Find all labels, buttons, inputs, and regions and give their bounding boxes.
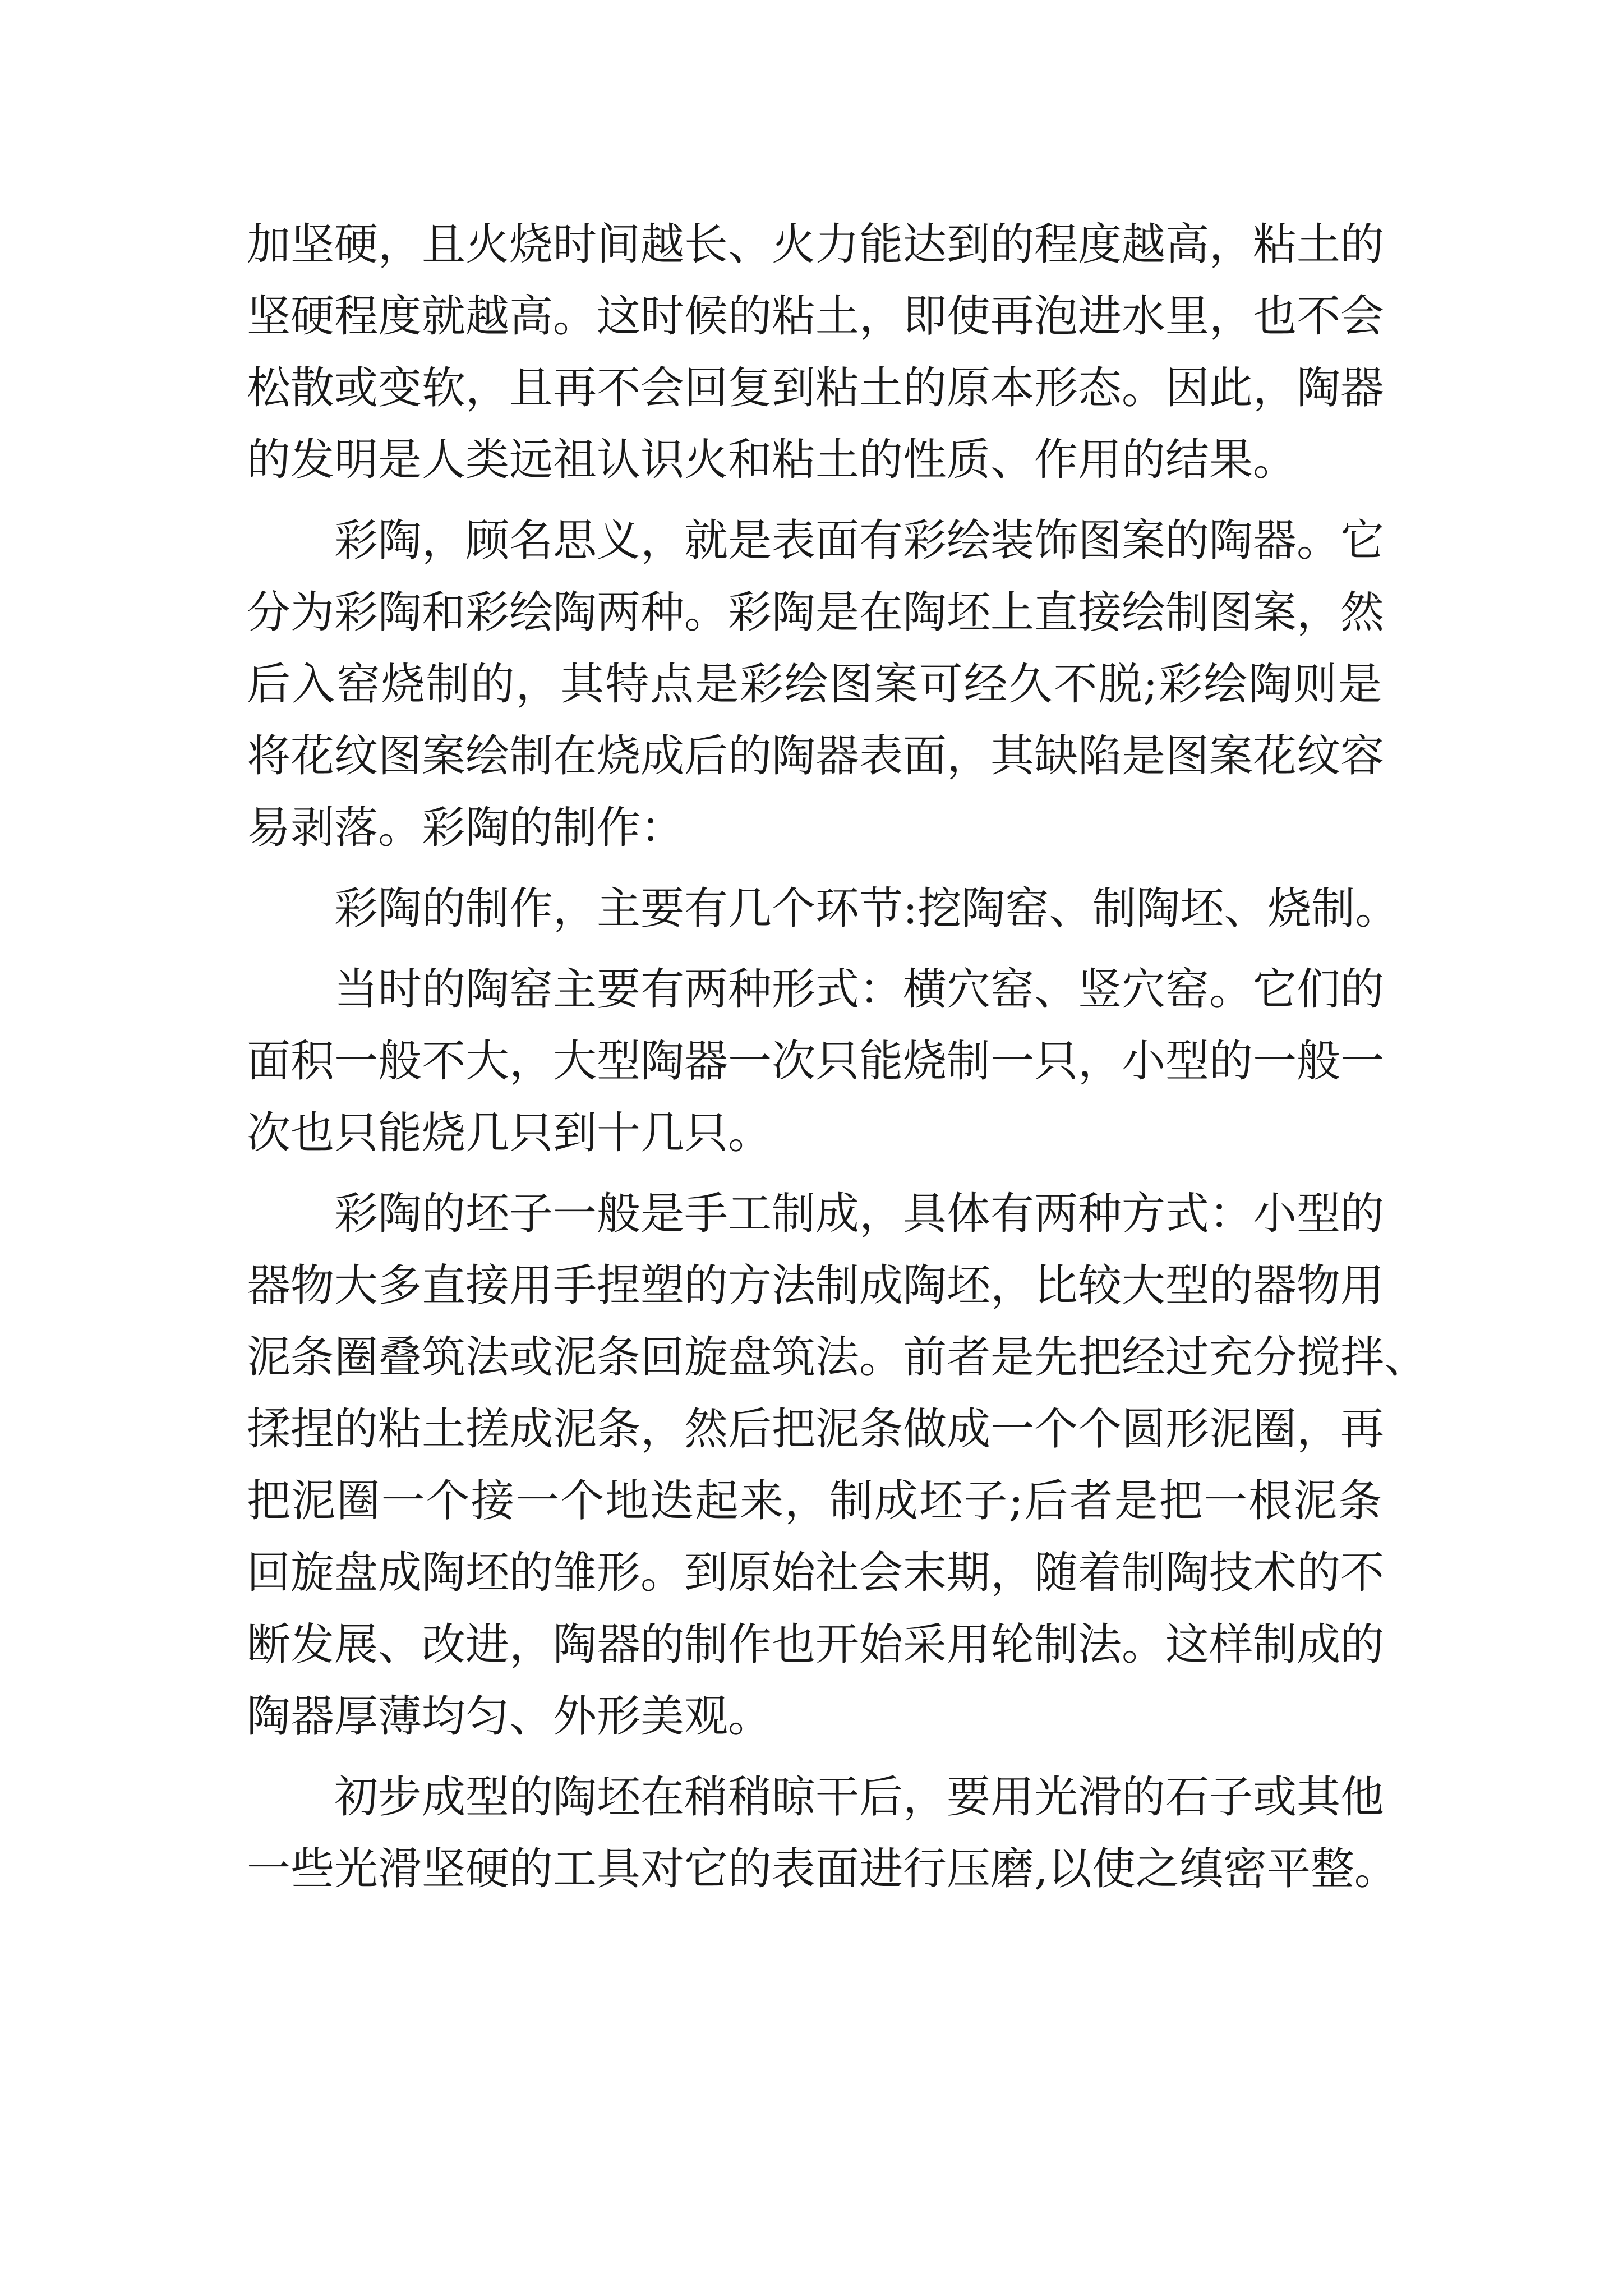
text-line: 陶器厚薄均匀、外形美观。 bbox=[247, 1691, 772, 1742]
text-line: 的发明是人类远祖认识火和粘土的性质、作用的结果。 bbox=[247, 435, 1297, 485]
text-line: 坚硬程度就越高。这时候的粘土，即使再泡进水里，也不会 bbox=[247, 291, 1385, 342]
body-text bbox=[247, 209, 1428, 1905]
text-line: 当时的陶窑主要有两种形式：横穴窑、竖穴窑。它们的 bbox=[334, 964, 1385, 1015]
text-line: 加坚硬，且火烧时间越长、火力能达到的程度越高，粘土的 bbox=[247, 219, 1385, 270]
text-line: 泥条圈叠筑法或泥条回旋盘筑法。前者是先把经过充分搅拌、 bbox=[247, 1332, 1428, 1383]
text-line: 断发展、改进，陶器的制作也开始采用轮制法。这样制成的 bbox=[247, 1619, 1385, 1670]
text-line: 分为彩陶和彩绘陶两种。彩陶是在陶坯上直接绘制图案，然 bbox=[247, 587, 1385, 638]
text-line: 面积一般不大，大型陶器一次只能烧制一只，小型的一般一 bbox=[247, 1036, 1385, 1087]
text-line: 后入窑烧制的，其特点是彩绘图案可经久不脱;彩绘陶则是 bbox=[247, 659, 1382, 710]
text-line: 次也只能烧几只到十几只。 bbox=[247, 1108, 772, 1158]
text-line: 初步成型的陶坯在稍稍晾干后，要用光滑的石子或其他 bbox=[334, 1772, 1385, 1823]
text-line: 松散或变软，且再不会回复到粘土的原本形态。因此，陶器 bbox=[247, 363, 1385, 413]
text-line: 一些光滑坚硬的工具对它的表面进行压磨,以使之缜密平整。 bbox=[247, 1844, 1398, 1894]
text-line: 回旋盘成陶坯的雏形。到原始社会末期，随着制陶技术的不 bbox=[247, 1548, 1385, 1598]
text-line: 将花纹图案绘制在烧成后的陶器表面，其缺陷是图案花纹容 bbox=[247, 731, 1385, 781]
text-line: 易剥落。彩陶的制作： bbox=[247, 803, 685, 853]
text-line: 彩陶，顾名思义，就是表面有彩绘装饰图案的陶器。它 bbox=[334, 516, 1385, 566]
text-line: 彩陶的坯子一般是手工制成，具体有两种方式：小型的 bbox=[334, 1189, 1385, 1239]
text-line: 彩陶的制作，主要有几个环节:挖陶窑、制陶坯、烧制。 bbox=[334, 884, 1399, 934]
text-line: 把泥圈一个接一个地迭起来，制成坯子;后者是把一根泥条 bbox=[247, 1476, 1382, 1526]
text-line: 揉捏的粘土搓成泥条，然后把泥条做成一个个圆形泥圈，再 bbox=[247, 1404, 1385, 1455]
text-line: 器物大多直接用手捏塑的方法制成陶坯，比较大型的器物用 bbox=[247, 1260, 1385, 1311]
